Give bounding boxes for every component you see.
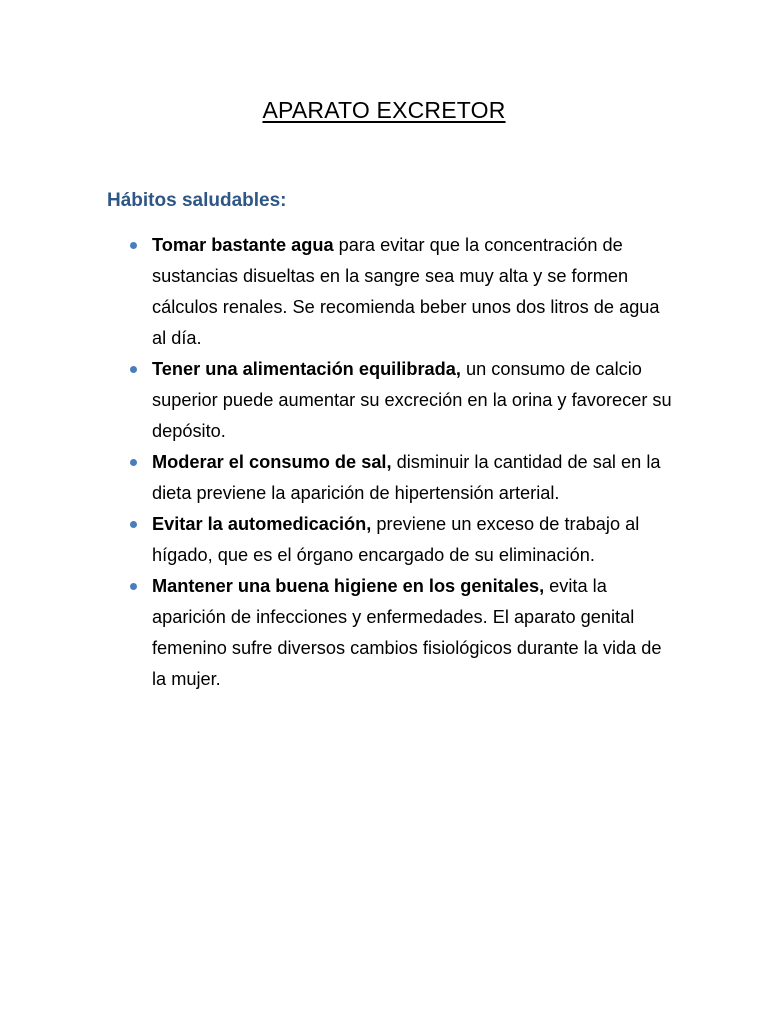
list-item xyxy=(152,354,672,447)
habit-title: Moderar el consumo de sal, xyxy=(152,452,392,472)
section-heading: Hábitos saludables: xyxy=(107,190,287,211)
habit-title: Mantener una buena higiene en los genitales, xyxy=(152,576,545,596)
list-item xyxy=(152,509,672,571)
habit-title: Tomar bastante agua xyxy=(152,235,334,255)
habit-description: disminuir la cantidad de sal en la dieta previene la aparición de hipertensión arterial. xyxy=(152,452,661,503)
habit-description: previene un exceso de trabajo al hígado, que es el órgano encargado de su eliminación. xyxy=(152,514,640,565)
habit-title: Evitar la automedicación, xyxy=(152,514,372,534)
list-item xyxy=(152,230,672,354)
habit-description: para evitar que la concentración de sustancias disueltas en la sangre sea muy alta y se formen cálculos renales. Se recomienda beber unos dos litros de agua al día. xyxy=(152,235,660,348)
document-title: APARATO EXCRETOR xyxy=(262,97,506,123)
habit-title: Tener una alimentación equilibrada, xyxy=(152,359,461,379)
habit-description: un consumo de calcio superior puede aumentar su excreción en la orina y favorecer su depósito. xyxy=(152,359,672,441)
bullet-icon xyxy=(130,583,137,590)
bullet-icon xyxy=(130,521,137,528)
bullet-icon xyxy=(130,242,137,249)
habit-description: evita la aparición de infecciones y enfermedades. El aparato genital femenino sufre diversos cambios fisiológicos durante la vida de la mujer. xyxy=(152,576,662,689)
list-item xyxy=(152,447,672,509)
list-item xyxy=(152,571,672,695)
bullet-icon xyxy=(130,459,137,466)
habit-list xyxy=(152,230,672,695)
bullet-icon xyxy=(130,366,137,373)
